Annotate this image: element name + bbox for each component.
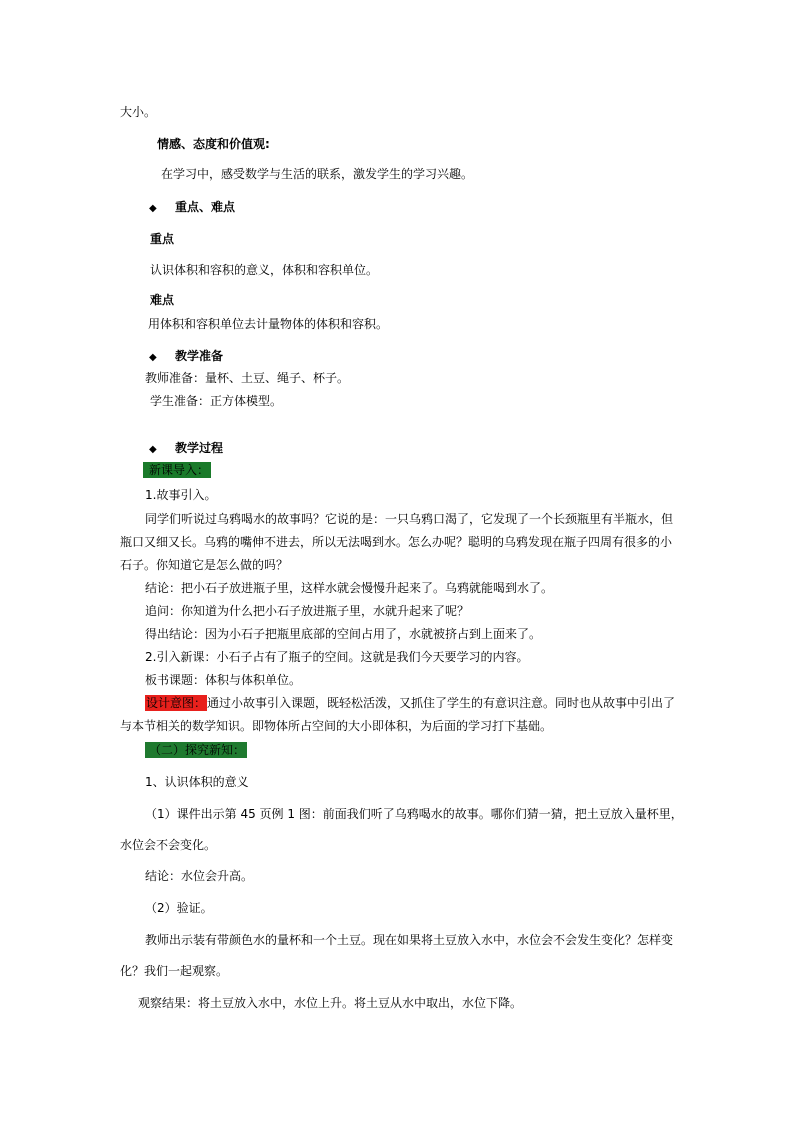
paragraph: 结论：水位会升高。: [145, 869, 254, 883]
paragraph: 在学习中，感受数学与生活的联系，激发学生的学习兴趣。: [161, 167, 474, 181]
paragraph: （2）验证。: [145, 901, 213, 915]
highlight-label: （二）探究新知：: [145, 742, 247, 758]
paragraph: 用体积和容积单位去计量物体的体积和容积。: [148, 317, 389, 331]
paragraph: 大小。: [120, 105, 157, 119]
paragraph: 结论：把小石子放进瓶子里，这样水就会慢慢升起来了。乌鸦就能喝到水了。: [145, 581, 554, 595]
paragraph: 学生准备：正方体模型。: [150, 394, 283, 408]
highlight-design-label: 设计意图：: [146, 696, 207, 710]
section-heading-prep: [149, 348, 223, 366]
section-heading-key-points: [149, 199, 235, 217]
paragraph-text: 通过小故事引入课题，既轻松活泼，又抓住了学生的有意识注意。同时也从故事中引出了: [207, 696, 676, 710]
section-heading-label: 重点、难点: [175, 200, 236, 214]
diamond-bullet-icon: ◆: [149, 352, 157, 363]
paragraph: 2.引入新课：小石子占有了瓶子的空间。这就是我们今天要学习的内容。: [145, 650, 529, 664]
paragraph: 水位会不会变化。: [120, 838, 217, 852]
paragraph: 瓶口又细又长。乌鸦的嘴伸不进去，所以无法喝到水。怎么办呢？聪明的乌鸦发现在瓶子四周有很多的小: [120, 535, 673, 549]
subheading-key: 重点: [150, 232, 175, 246]
paragraph: 得出结论：因为小石子把瓶里底部的空间占用了，水就被挤占到上面来了。: [145, 627, 542, 641]
paragraph-design: [145, 695, 675, 711]
paragraph: 认识体积和容积的意义，体积和容积单位。: [150, 263, 379, 277]
paragraph: 1、认识体积的意义: [145, 775, 249, 789]
highlight-label: 新课导入：: [143, 462, 211, 478]
section-heading-process: [149, 440, 223, 458]
highlight-tag-explore: [145, 742, 247, 758]
paragraph: 1.故事引入。: [145, 488, 217, 502]
highlight-tag-intro: [143, 462, 211, 478]
heading-emotion: 情感、态度和价值观:: [157, 137, 270, 151]
paragraph: 化？我们一起观察。: [120, 964, 229, 978]
paragraph: 教师准备：量杯、土豆、绳子、杯子。: [145, 371, 350, 385]
paragraph: 教师出示装有带颜色水的量杯和一个土豆。现在如果将土豆放入水中，水位会不会发生变化？怎样变: [145, 933, 674, 947]
section-heading-label: 教学准备: [175, 349, 224, 363]
paragraph: 同学们听说过乌鸦喝水的故事吗？它说的是：一只乌鸦口渴了，它发现了一个长颈瓶里有半瓶水，但: [145, 512, 674, 526]
diamond-bullet-icon: ◆: [149, 203, 157, 214]
paragraph: 与本节相关的数学知识。即物体所占空间的大小即体积，为后面的学习打下基础。: [120, 719, 553, 733]
paragraph: 石子。你知道它是怎么做的吗？: [120, 558, 289, 572]
paragraph: 追问：你知道为什么把小石子放进瓶子里，水就升起来了呢？: [145, 604, 470, 618]
diamond-bullet-icon: ◆: [149, 444, 157, 455]
subheading-difficult: 难点: [150, 293, 175, 307]
paragraph: 板书课题：体积与体积单位。: [145, 673, 302, 687]
section-heading-label: 教学过程: [175, 441, 224, 455]
paragraph: （1）课件出示第 45 页例 1 图：前面我们听了乌鸦喝水的故事。哪你们猜一猜，把土豆放入量杯里，: [145, 807, 683, 821]
paragraph: 观察结果：将土豆放入水中，水位上升。将土豆从水中取出，水位下降。: [138, 996, 523, 1010]
